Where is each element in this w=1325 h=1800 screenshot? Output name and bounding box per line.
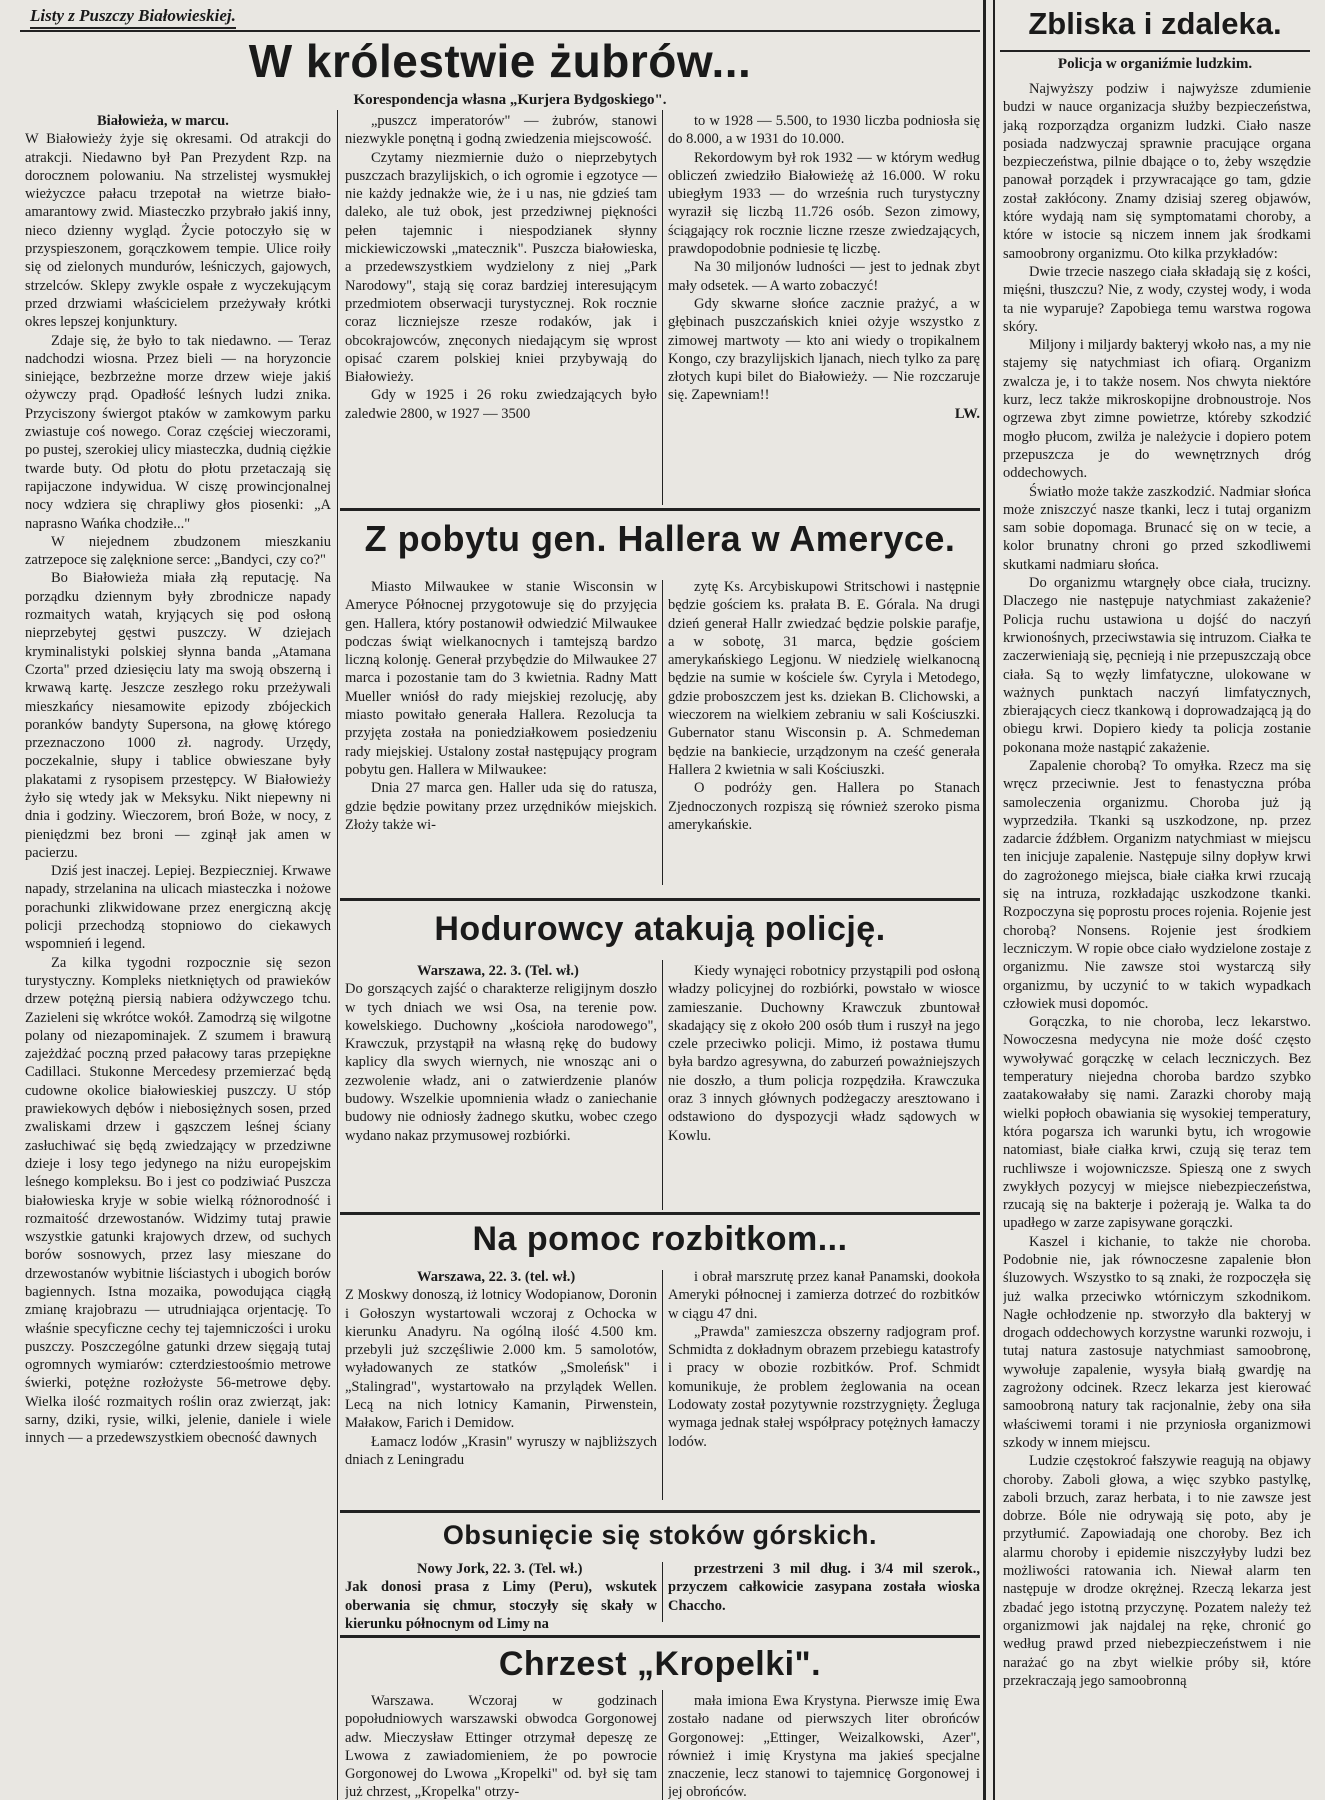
paragraph: Dnia 27 marca gen. Haller uda się do ratusza, gdzie będzie powitany przez urzędników miejskich. Złoży także wi-	[345, 780, 657, 833]
column-rule-2d	[662, 1270, 663, 1500]
hodurowcy-col-1	[345, 962, 657, 1207]
chrzest-body-col-1	[345, 1692, 657, 1800]
paragraph: Z Moskwy donoszą, iż lotnicy Wodopianow, Doronin i Gołoszyn wystartowali wczoraj z Ochocka w kierunku Anadyru. Na ogólną ilość 4.500 km. przebyli już szczęśliwie 2.000 km. 5 samolotów, wyładowanych ze statków „Smoleńsk" i „Stalingrad", wystartowało na przylądek Wellen. Lecą na nich lotnicy Kamanin, Pirwenstein, Małakow, Farich i Demidow.	[345, 1287, 657, 1432]
rozbitkom-col-2	[668, 1268, 980, 1506]
paragraph: Miasto Milwaukee w stanie Wisconsin w Ameryce Północnej przygotowuje się do przyjęcia gen. Hallera, który postanowił odwiedzić Milwaukee podczas świąt wielkanocnych i tamtejszą bardzo liczną kolonję. Generał przybędzie do Milwaukee 27 marca i pozostanie tam do 3 kwietnia. Radny Matt Mueller wniósł do rady miejskiej rezolucję, aby miasto powitało generała Hallera. Rezolucja ta przyjęta została na poniedziałkowem posiedzeniu rady miejskiej. Ustalony został następujący program pobytu gen. Hallera w Milwaukee:	[345, 579, 657, 778]
haller-body-col-2	[668, 578, 980, 834]
paragraph: Kaszel i kichanie, to także nie choroba. Podobnie nie, jak równoczesne zapalenie błon śluzowych. Wszystko to są znaki, że rozpoczęła się już walka przeciwko wtórniczym szkodnikom. Nagłe ochłodzenie np. stworzyło dla bakteryj w drogach oddechowych korzystne warunki rozwoju, i tutaj natura zastosuje natychmiast samoobronę, wywołuje zapalenie, wysyła białą gwardję na zagrożony odcinek. Rzecz lekarza jest kierować samoobroną natury tak racjonalnie, żeby ona siła właściwemi torami i nie przyniosła organizmowi szkody w innem miejscu.	[1003, 1233, 1311, 1451]
section-rule-chrzest	[340, 1635, 980, 1638]
paragraph: Czytamy niezmiernie dużo o nieprzebytych puszczach brazylijskich, o ich ogromie i egzotyce — nie każdy jednakże wie, że i u nas, nie gdzieś tam daleko, ale tuż obok, jest przedziwnej piękności pełen tajemnic i niespodzianek słynny mickiewiczowski „matecznik". Puszcza białowieska, a przedewszystkiem wydzielony z niej „Park Narodowy", stają się coraz bardziej interesującym przedmiotem obserwacji turystycznej. Rok rocznie coraz liczniejsze rzesze rodaków, jak i obcokrajowców, znęconych niedającym się wprost opisać czarem polskiej kniei przybywają do Białowieży.	[345, 149, 657, 386]
rozbitkom-body-col-2	[668, 1268, 980, 1451]
hodurowcy-dateline: Warszawa, 22. 3. (Tel. wł.)	[417, 963, 579, 979]
paragraph: „Prawda" zamieszcza obszerny radjogram prof. Schmidta z dokładnym obrazem przebiegu katastrofy i pracy w obozie rozbitków. Prof. Schmidt komunikuje, że problem żeglowania na ocean Lodowaty został pozytywnie rozstrzygnięty. Żegluga wymaga jednak stałej współpracy potężnych łamaczy lodów.	[668, 1323, 980, 1450]
paragraph: Ludzie częstokroć fałszywie reagują na objawy choroby. Zaboli głowa, a więc szybko pastylkę, zaboli brzuch, zaraz herbata, i to nie zawsze jest dobrze. Bóle nie odrywają się poto, aby je przytłumić. Zapowiadają one choroby. Bez ich alarmu choroby i epidemie niszczyłyby ludzi bez możliwości ratowania ich. Niewał alarm ten następuje w drodze okrężnej. Rzeczą lekarza jest zbadać jego istotną przyczynę. Pozatem należy też organizmowi jak najdalej na ręke, chronić go według prawd przed niebezpieczeństwem i nie narażać go na zbyt wielkie próby sił, które przekraczają jego samoobronną	[1003, 1453, 1311, 1689]
chrzest-col-2	[668, 1692, 980, 1800]
column-rule-2c	[662, 960, 663, 1210]
main-body-col-1	[25, 130, 331, 1447]
paragraph: zytę Ks. Arcybiskupowi Stritschowi i następnie będzie gościem ks. prałata B. E. Górala. Na drugi dzień generał Hallr zwiedzać będzie polskie parafje, a w sobotę, 31 marca, będzie gościem amerykańskiego Legjonu. W niedzielę wielkanocną będzie na sumie w kościele św. Cyryla i Metodego, gdzie proboszczem jest ks. dziekan B. Clichowski, a wieczorem na wielkiem zebraniu w sali Kościuszki. Gubernator stanu Wisconsin p. A. Schmedeman będzie na bankiecie, urządzonym na cześć generała Hallera 2 kwietnia w sali Kościuszki.	[668, 579, 980, 778]
section-kicker: Listy z Puszczy Białowieskiej.	[30, 6, 236, 29]
hodurowcy-body-col-1	[345, 980, 657, 1145]
paragraph: Gdy skwarne słońce zacznie prażyć, a w głębinach puszczańskich kniei ożyje wszystko z zimowej martwoty — kto ani wiedy o tropikalnem Kongo, czy brazylijskich ljanach, niech tylko za parę złotych kupi bilet do Białowieży. — Nie rozczaruje się. Zapewniam!!	[668, 295, 980, 404]
obsuniecie-headline: Obsunięcie się stoków górskich.	[442, 1520, 878, 1550]
zbliska-subhead: Policja w organiźmie ludzkim.	[1057, 56, 1253, 72]
paragraph: Gorączka, to nie choroba, lecz lekarstwo. Nowoczesna medycyna nie może dość często wywoływać gorączkę w celach leczniczych. Bez temperatury niejedna choroba bardzo szybko zaatakowałaby się nami. Zarazki choroby mają wielki popłoch obawiania się wysokiej temperatury, która pogarsza ich warunki bytu, ich wrogowie natomiast, białe ciałka krwi, czują się teraz tem ruchliwsze i wojowniczsze. Spieszą one z swych zwykłych pozycyj w miejsce niebezpieczeństwa, rzucają się na bakterje i pożerają je. Walka ta do upadłego w zarze zapisywane gorączki.	[1003, 1014, 1311, 1232]
main-subhead: Korespondencja własna „Kurjera Bydgoskiego".	[353, 92, 667, 108]
main-article-col-1	[25, 112, 331, 1800]
paragraph: „puszcz imperatorów" — żubrów, stanowi niezwykle ponętną i godną zwiedzenia miejscowość.	[345, 113, 657, 148]
paragraph: Dziś jest inaczej. Lepiej. Bezpieczniej. Krwawe napady, strzelanina na ulicach miasteczka i nożowe porachunki zlikwidowane przez energiczną akcję policji przechodzą stopniowo do ciekawych wspomnień i legend.	[25, 863, 331, 953]
paragraph: Dwie trzecie naszego ciała składają się z kości, mięśni, tłuszczu? Nie, z wody, czystej wody, i woda ta nie wyparuje? Zapobiega temu warstwa rogowa skóry.	[1003, 263, 1311, 335]
paragraph: W Białowieży żyje się okresami. Od atrakcji do atrakcji. Niedawno był Pan Prezydent Rzp. na dorocznem polowaniu. Na strzelistej wysmukłej wieżyczce pałacu trzepotał na wietrze biało-amarantowy zwid. Miasteczko przybrało jakiś inny, nieco dzienny wygląd. Życie potoczyło się w przyspieszonem, gorączkowem tempie. Ulice roiły się od zielonych mundurów, leśniczych, gajowych, strzelców. Sklepy zwykle ospałe z wyczekującym przed drzwiami właścicielem przeżywały krótki okres lepszej konjunktury.	[25, 131, 331, 331]
chrzest-body-col-2	[668, 1692, 980, 1800]
rozbitkom-body-col-1	[345, 1286, 657, 1469]
paragraph: W niejednem zbudzonem mieszkaniu zatrzepoce się zalęknione serce: „Bandyci, czy co?"	[25, 533, 331, 569]
obsuniecie-col-2	[668, 1560, 980, 1632]
main-article-col-3	[668, 112, 980, 504]
main-body-col-2	[345, 112, 657, 423]
section-rule-obsuniecie	[340, 1510, 980, 1513]
column-rule-2a	[662, 110, 663, 505]
main-dateline: Białowieża, w marcu.	[97, 113, 229, 129]
column-rule-main	[983, 0, 986, 1800]
hodurowcy-headline: Hodurowcy atakują policję.	[434, 910, 886, 948]
hodurowcy-col-2	[668, 962, 980, 1207]
hodurowcy-body-col-2	[668, 962, 980, 1145]
paragraph: O podróży gen. Hallera po Stanach Zjednoczonych rozpiszą się również szeroko pisma amerykańskie.	[668, 780, 980, 833]
rozbitkom-dateline: Warszawa, 22. 3. (tel. wł.)	[417, 1269, 576, 1285]
paragraph: Miljony i miljardy bakteryj wkoło nas, a my nie stajemy się natychmiast ich ofiarą. Organizm zwalcza je, i to także nosem. Nos chwyta niektóre kurz, lecz także mikroskopijne drobnoustroje. Nos ogrzewa zbyt zimne powietrze, któreby szkodzić mogło płucom, zwilża je należycie i dopiero potem przepuszcza je do wewnętrznych dróg oddechowych.	[1003, 337, 1311, 482]
column-rule-2b	[662, 580, 663, 885]
column-rule-right	[993, 0, 995, 1800]
paragraph: Do organizmu wtargnęły obce ciała, trucizny. Dlaczego nie następuje natychmiast zakażenie? Policja ruchu ustawiona u dojść do naczyń krwionośnych, przeciwstawia się intruzom. Ciałka te zaczerwieniają się, pęcnieją i nie przepuszczają obce ciała. Są to węzły limfatyczne, ulokowane w ważnych punktach naczyń limfatycznych, zbierających ciecz tkankową i doprowadzającą ją do obiegu krwi. Dopiero kiedy ta policja zostanie pokonana może nastąpić zakażenie.	[1003, 575, 1311, 756]
rozbitkom-col-1	[345, 1268, 657, 1506]
paragraph: Zapalenie chorobą? To omyłka. Rzecz ma się wręcz przeciwnie. Jest to fenastyczna próba samoleczenia organizmu. Choroba już ją wyprzedziła. Tkanki są uszkodzone, np. przez zadarcie źdźbłem. Organizm natychmiast w miejscu ten inicjuje zapalenie. Następuje silny dopływ krwi do zagrożonego miejsca, białe ciałka krwi rzucają się na intruza, rozkładając uszkodzone tkanki. Rozpoczyna się poprostu proces rojenia. Rojenie jest chorobą? Nonsens. Rojenie jest środkiem leczniczym. W ropie obce ciało wydzielone zostaje z organizmu. Nie zawsze stoi wystarczą siły organizmu, by uczynić to w takich wypadkach człowiek musi dopomóc.	[1003, 757, 1311, 1012]
column-rule-2f	[662, 1690, 663, 1800]
zbliska-headline: Zbliska i zdaleka.	[1028, 6, 1282, 41]
haller-body-col-1	[345, 578, 657, 834]
section-rule-hodurowcy	[340, 898, 980, 901]
kicker-rule	[20, 30, 980, 32]
paragraph: Łamacz lodów „Krasin" wyruszy w najbliższych dniach z Leningradu	[345, 1433, 657, 1468]
paragraph: Zdaje się, że było to tak niedawno. — Teraz nadchodzi wiosna. Przez bieli — na horyzoncie siniejące, bezbrzeżne morze drzew wieje jakiś ożywczy prąd. Opadłość leśnych ludzi znika. Przyciszony świergot ptaków w zamkowym parku zwiastuje coś nowego. Coraz częściej wieczorami, po pustej, szerokiej ulicy miasteczka, dudnią ciężkie twarde buty. Od płotu do płotu przetaczają się rapijaczone indywidua. W ciszę prowincjonalnej nocy wdziera się chrapliwy głos piosenki: „A naprasno Wańka chodziłe..."	[25, 332, 331, 532]
zbliska-col	[1003, 80, 1311, 1800]
main-signature: LW.	[954, 405, 980, 422]
paragraph: Warszawa. Wczoraj w godzinach popołudniowych warszawski obwodca Gorgonowej adw. Mieczysław Ettinger otrzymał depeszę ze Lwowa z zawiadomieniem, że po powrocie Gorgonowej do Lwowa „Kropelki" od. był się tam już chrzest, „Kropelka" otrzy-	[345, 1693, 657, 1800]
right-title-rule	[1000, 50, 1310, 52]
paragraph: Najwyższy podziw i najwyższe zdumienie budzi w nauce organizacja służby bezpieczeństwa, jaką rozporządza organizm ludzki. Ciało nasze posiada nadzwyczaj sprawnie pracujące organa bezpieczeństwa, pilnie dbające o to, żeby wszędzie panował porządek i przywracające go tam, gdzie został zakłócony. Znamy dzisiaj szereg objawów, które wydają nam się symptomatami choroby, a które w istocie są niczem innem jak środkami samoobrony organizmu. Oto kilka przykładów:	[1003, 81, 1311, 262]
obsuniecie-col-1	[345, 1560, 657, 1632]
paragraph: i obrał marszrutę przez kanał Panamski, dookoła Ameryki północnej i zamierza dotrzeć do rozbitków w ciągu 47 dni.	[668, 1269, 980, 1322]
paragraph: to w 1928 — 5.500, to 1930 liczba podniosła się do 8.000, a w 1931 do 10.000.	[668, 113, 980, 148]
haller-headline: Z pobytu gen. Hallera w Ameryce.	[364, 518, 956, 559]
main-body-col-3	[668, 112, 980, 405]
main-headline: W królestwie żubrów...	[248, 35, 752, 87]
paragraph: Do gorszących zajść o charakterze religijnym doszło w tych dniach we wsi Osa, na terenie pow. kowelskiego. Duchowny „kościoła narodowego", Krawczuk, przystąpił na własną rękę do budowy kaplicy dla swych wiernych, nie wnosząc ani o zezwolenie władz, ani o zatwierdzenie planów budowy. Wszelkie upomnienia władz o zaniechanie budowy nie odniosły żadnego skutku, wobec czego wydano nakaz przymusowej rozbiórki.	[345, 981, 657, 1144]
section-rule-haller	[340, 508, 980, 511]
haller-col-1	[345, 578, 657, 888]
chrzest-headline: Chrzest „Kropelki".	[498, 1645, 822, 1683]
paragraph: Na 30 miljonów ludności — jest to jednak zbyt mały odsetek. — A warto zobaczyć!	[668, 259, 980, 294]
zbliska-body	[1003, 80, 1311, 1690]
chrzest-col-1	[345, 1692, 657, 1800]
section-rule-rozbitkom	[340, 1212, 980, 1215]
obsuniecie-body-col-1	[345, 1578, 657, 1632]
paragraph: Za kilka tygodni rozpocznie się sezon turystyczny. Kompleks nietkniętych od prawieków drzew potężną piersią nabiera odżywczego tchu. Zazieleni się wkrótce wokół. Zamodrzą się wilgotne polany od niezapominajek. Z szumem i brawurą zajeżdżać poczną przed pałacowy taras przepiękne Cadillaci. Stukonne Mercedesy przemierzać będą cudowne okolice białowieskiej puszczy. U stóp prawiekowych dębów i niebosiężnych sosen, przed zwaliskami drzew i gąszczem leśnej ściany zasłuchiwać się będą zwiedzający w przedziwne dzieje i losy tego jedynego na niżu europejskim leśnego kompleksu. Bo i jest co podziwiać Puszcza białowieska kryje w sobie wielką różnorodność i rozmaitość drzewostanów. Widzimy tutaj prawie wszystkie gatunki krajowych drzew, od suchych borów sosnowych, przez lasy mieszane do drzewostanów wybitnie liściastych i ubogich borów bagiennych. Istna mozaika, powodująca ciągłą zmianę krajobrazu — utrudniająca orjentację. To właśnie specyficzne cechy tej tajemniczości i uroku puszczy. Poszczególne gatunki drzew sięgają tutaj ogromnych wymiarów: czterdziestoośmio metrowe świerki, potężne rozłożyste 56-metrowe dęby. Wielka ilość rozmaitych roślin oraz zwierząt, jak: sarny, dziki, rysie, wilki, jelenie, daniele i wiele innych — a przedewszystkiem obecność dawnych	[25, 954, 331, 1447]
paragraph: Światło może także zaszkodzić. Nadmiar słońca może zniszczyć nasze tkanki, lecz i tutaj organizm sam sobie dopomaga. Brunacć się on w tecie, a kolor brunatny chroni go przed szkodliwemi skutkami nadmiaru słońca.	[1003, 483, 1311, 573]
main-article-col-2	[345, 112, 657, 504]
obsuniecie-dateline: Nowy Jork, 22. 3. (Tel. wł.)	[417, 1561, 583, 1577]
obsuniecie-body-col-2	[668, 1560, 980, 1615]
paragraph: Kiedy wynajęci robotnicy przystąpili pod osłoną władzy policyjnej do rozbiórki, powstało w wiosce zamieszanie. Duchowny Krawczuk zbuntował skadający się z około 200 osób tłum i ruszył na jego czele przeciwko policji. Mimo, iż postawa tłumu była bardzo agresywna, do zaburzeń poważniejszych nie doszło, a tłum policja rozpędziła. Krawczuka oraz 3 innych głównych podżegaczy aresztowano i odstawiono do dyspozycji władz sądowych w Kowlu.	[668, 963, 980, 1144]
paragraph: przestrzeni 3 mil dług. i 3/4 mil szerok., przyczem całkowicie zasypana została wioska Chaccho.	[668, 1561, 980, 1614]
paragraph: Rekordowym był rok 1932 — w którym według obliczeń zwiedziło Białowieżę aż 16.000. W roku ubiegłym 1933 — do września ruch turystyczny wyraził się liczbą 11.726 osób. Sezon zimowy, ściągający rok rocznie liczne rzesze zwiedzających, prawdopodobnie podniesie tę liczbę.	[668, 149, 980, 258]
paragraph: Jak donosi prasa z Limy (Peru), wskutek oberwania się chmur, stoczyły się skały w kierunku północnym od Limy na	[345, 1579, 657, 1632]
column-rule-2e	[662, 1562, 663, 1622]
haller-col-2	[668, 578, 980, 888]
rozbitkom-headline: Na pomoc rozbitkom...	[472, 1220, 848, 1258]
column-rule-1	[337, 110, 338, 1800]
paragraph: Gdy w 1925 i 26 roku zwiedzających było zaledwie 2800, w 1927 — 3500	[345, 387, 657, 422]
paragraph: Bo Białowieża miała złą reputację. Na porządku dziennym były zbrodnicze napady rozmaitych watah, kryjących się pod osłoną nieprzebytej gęstwi puszczy. W dziejach kryminalistyki polskiej słynna banda „Atamana Czorta" przed dziesięciu laty ma swoją obszerną i krwawą kartę. Jeszcze zeszłego roku przeżywali mieszkańcy niesamowite epizody zbójeckich poranków bandyty Supersona, na głowę którego przeznaczono 1000 zł. nagrody. Urzędy, poczekalnie, słupy i tablice obwieszane były plakatami z rysopisem przestępcy. W Białowieży żyło się wtedy jak w Meksyku. Nikt niepewny ni dnia i godziny. Wieczorem, broń Boże, w nocy, z pieniędzmi bez broni — zginął jak amen w pacierzu.	[25, 570, 331, 861]
paragraph: mała imiona Ewa Krystyna. Pierwsze imię Ewa zostało nadane od pierwszych liter obrońców Gorgonowej: „Ettinger, Weizalkowski, Azer", również i imię Krystyna ma jakieś specjalne znaczenie, lecz stanowi to tajemnicę Gorgonowej i jej obrońców.	[668, 1693, 980, 1800]
